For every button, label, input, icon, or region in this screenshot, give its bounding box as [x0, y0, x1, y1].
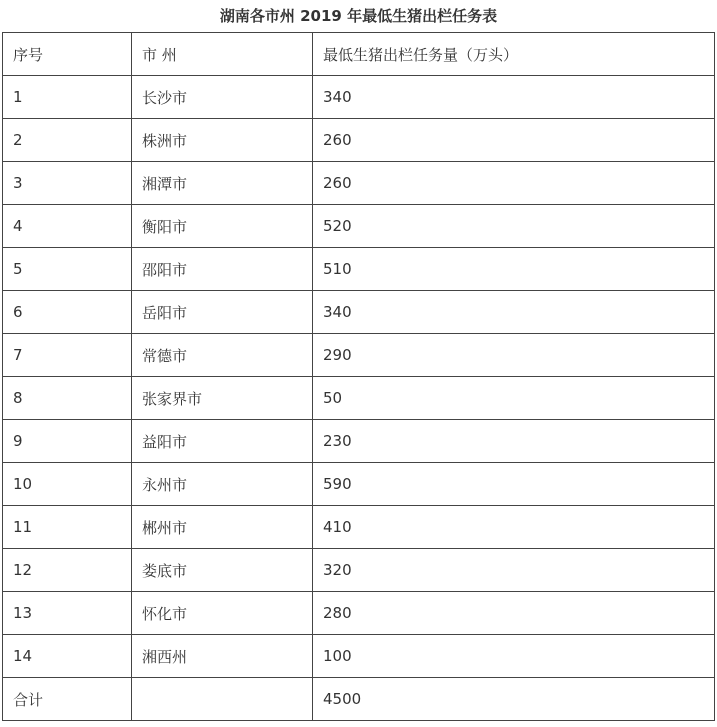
row-city-cell: 郴州市: [132, 506, 313, 549]
row-quota-cell: 590: [313, 463, 715, 506]
table-row: [3, 162, 715, 205]
row-index-cell: 1: [3, 76, 132, 119]
total-quota-cell: 4500: [313, 678, 715, 721]
row-city-cell: 湘潭市: [132, 162, 313, 205]
header-cell-city: 市 州: [132, 33, 313, 76]
table-row: [3, 334, 715, 377]
row-index-cell: 6: [3, 291, 132, 334]
task-table: [2, 32, 715, 721]
row-quota-cell: 320: [313, 549, 715, 592]
row-quota-cell: 290: [313, 334, 715, 377]
table-row: [3, 291, 715, 334]
row-city-cell: 永州市: [132, 463, 313, 506]
header-cell-index: 序号: [3, 33, 132, 76]
row-index-cell: 3: [3, 162, 132, 205]
row-quota-cell: 340: [313, 291, 715, 334]
row-index-cell: 14: [3, 635, 132, 678]
row-city-cell: 株洲市: [132, 119, 313, 162]
row-city-cell: 张家界市: [132, 377, 313, 420]
row-index-cell: 10: [3, 463, 132, 506]
table-row: [3, 463, 715, 506]
table-row: [3, 76, 715, 119]
row-index-cell: 8: [3, 377, 132, 420]
row-index-cell: 13: [3, 592, 132, 635]
row-index-cell: 9: [3, 420, 132, 463]
table-row: [3, 635, 715, 678]
row-quota-cell: 340: [313, 76, 715, 119]
row-index-cell: 11: [3, 506, 132, 549]
row-city-cell: 益阳市: [132, 420, 313, 463]
total-row: [3, 678, 715, 721]
total-city-cell: [132, 678, 313, 721]
table-row: [3, 377, 715, 420]
table-row: [3, 248, 715, 291]
header-row: [3, 33, 715, 76]
table-row: [3, 549, 715, 592]
row-quota-cell: 230: [313, 420, 715, 463]
row-index-cell: 12: [3, 549, 132, 592]
header-cell-quota: 最低生猪出栏任务量（万头）: [313, 33, 715, 76]
row-quota-cell: 520: [313, 205, 715, 248]
row-index-cell: 7: [3, 334, 132, 377]
row-city-cell: 岳阳市: [132, 291, 313, 334]
row-quota-cell: 260: [313, 119, 715, 162]
row-city-cell: 衡阳市: [132, 205, 313, 248]
row-index-cell: 4: [3, 205, 132, 248]
row-quota-cell: 410: [313, 506, 715, 549]
row-index-cell: 2: [3, 119, 132, 162]
table-row: [3, 420, 715, 463]
row-quota-cell: 260: [313, 162, 715, 205]
row-quota-cell: 280: [313, 592, 715, 635]
row-city-cell: 邵阳市: [132, 248, 313, 291]
row-index-cell: 5: [3, 248, 132, 291]
row-city-cell: 娄底市: [132, 549, 313, 592]
row-city-cell: 常德市: [132, 334, 313, 377]
row-quota-cell: 100: [313, 635, 715, 678]
row-city-cell: 长沙市: [132, 76, 313, 119]
table-row: [3, 506, 715, 549]
table-row: [3, 119, 715, 162]
row-city-cell: 怀化市: [132, 592, 313, 635]
row-quota-cell: 50: [313, 377, 715, 420]
table-title: 湖南各市州 2019 年最低生猪出栏任务表: [219, 7, 498, 25]
total-label-cell: 合计: [3, 678, 132, 721]
table-row: [3, 205, 715, 248]
row-quota-cell: 510: [313, 248, 715, 291]
table-row: [3, 592, 715, 635]
row-city-cell: 湘西州: [132, 635, 313, 678]
